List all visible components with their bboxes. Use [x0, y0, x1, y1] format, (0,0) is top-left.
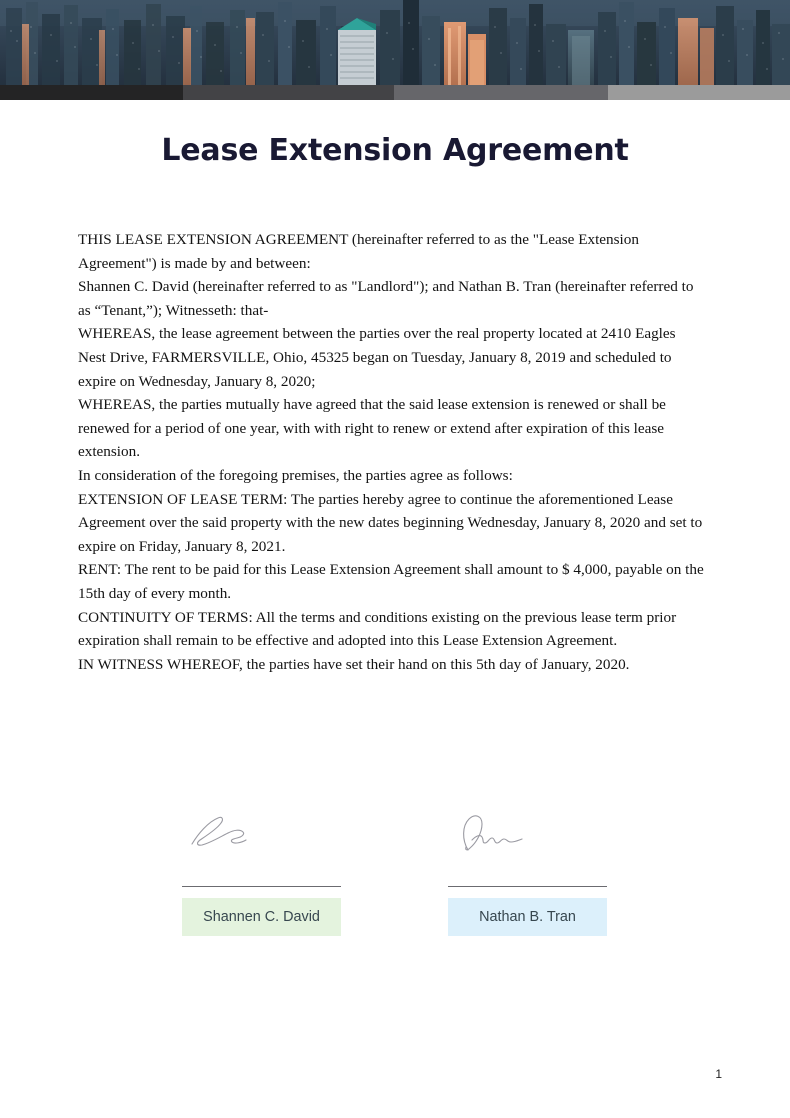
tenant-signature-line [448, 886, 607, 887]
signature-block [0, 808, 790, 968]
body-paragraph: RENT: The rent to be paid for this Lease Extension Agreement shall amount to $ 4,000, payable on the 15th day of every month. [78, 561, 704, 602]
body-paragraph: WHEREAS, the parties mutually have agreed that the said lease extension is renewed or shall be renewed for a period of one year, with with right to renew or extend after expiration of this lease extension. [78, 396, 666, 461]
color-bar-4 [608, 85, 790, 100]
landlord-signature-mark [182, 808, 342, 886]
tenant-signature-mark [448, 808, 608, 886]
body-paragraph: EXTENSION OF LEASE TERM: The parties hereby agree to continue the aforementioned Lease Agreement over the said property with the new dates beginning Wednesday, January 8, 2020 and set to expire on Friday, January 8, 2021. [78, 490, 703, 555]
page-number: 1 [715, 1067, 722, 1081]
body-paragraph: THIS LEASE EXTENSION AGREEMENT (hereinafter referred to as the "Lease Extension Agreement") is made by and between: [78, 231, 639, 272]
landlord-name-field[interactable]: Shannen C. David [182, 898, 341, 936]
body-paragraph: CONTINUITY OF TERMS: All the terms and conditions existing on the previous lease term prior expiration shall remain to be effective and adopted into this Lease Extension Agreement. [78, 608, 677, 650]
agreement-body [78, 228, 704, 676]
header-cityscape-image [0, 0, 790, 85]
signature-column-landlord [182, 808, 342, 936]
page-title: Lease Extension Agreement [161, 133, 629, 168]
signature-column-tenant [448, 808, 608, 936]
body-paragraph: Shannen C. David (hereinafter referred to as "Landlord"); and Nathan B. Tran (hereinafter referred to as “Tenant,”); Witnesseth: that- [78, 278, 694, 319]
body-paragraph: In consideration of the foregoing premises, the parties agree as follows: [78, 466, 513, 484]
tenant-name-field[interactable]: Nathan B. Tran [448, 898, 607, 936]
color-bar-1 [0, 85, 183, 100]
body-paragraph: IN WITNESS WHEREOF, the parties have set their hand on this 5th day of January, 2020. [78, 655, 630, 673]
color-bar-3 [394, 85, 608, 100]
body-paragraph: WHEREAS, the lease agreement between the parties over the real property located at 2410 Eagles Nest Drive, FARMERSVILLE, Ohio, 45325 began on Tuesday, January 8, 2019 and scheduled to expire on Wednesday, January 8, 2020; [78, 325, 676, 390]
color-bar-2 [183, 85, 394, 100]
landlord-signature-line [182, 886, 341, 887]
color-bar-strip [0, 85, 790, 100]
